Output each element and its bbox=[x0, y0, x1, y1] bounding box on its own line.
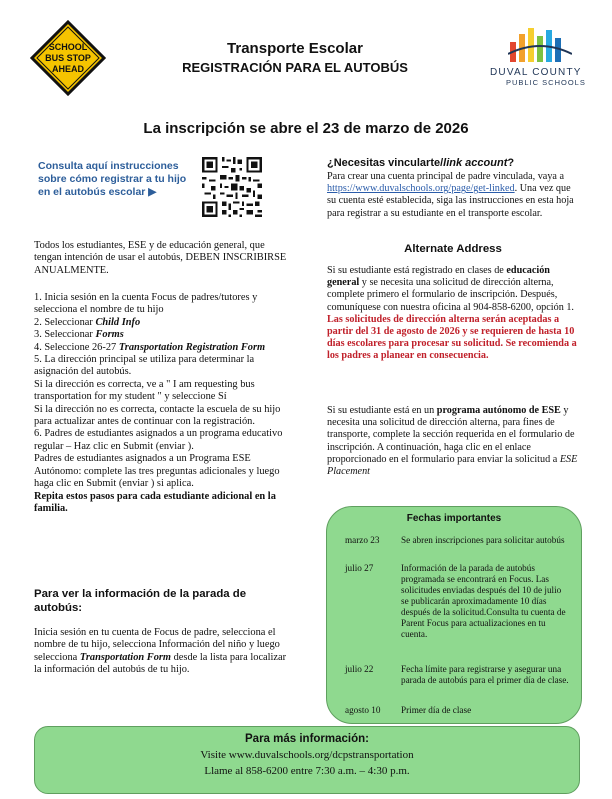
date-label: marzo 23 bbox=[345, 535, 380, 545]
school-bus-stop-sign bbox=[30, 20, 106, 96]
logo-line-1: DUVAL COUNTY bbox=[490, 67, 582, 78]
alternate-general bbox=[327, 265, 579, 314]
repeat-note: Repita estos pasos para cada estudiante adicional en la familia. bbox=[34, 490, 276, 514]
bus-stop-info-text-end: desde la lista para localizar la información del autobús de tu hijo. bbox=[34, 651, 287, 676]
important-dates-title: Fechas importantes bbox=[406, 513, 502, 524]
link-heading-text: ¿Necesitas vincularte/ bbox=[327, 157, 444, 169]
step-2-text: 2. Seleccionar bbox=[34, 316, 96, 328]
alternate-general-text: Si su estudiante está registrado en clases de bbox=[327, 265, 507, 276]
intro-text: Todos los estudiantes, ESE y de educación general, que tengan intención de usar el autobús, DEBEN INSCRIBIRSE ANUALMENTE. bbox=[34, 240, 287, 276]
link-account-body bbox=[327, 171, 579, 220]
date-label: julio 27 bbox=[345, 563, 374, 573]
step-5-incorrect: Si la dirección no es correcta, contacte la escuela de su hijo para actualizar antes de continuar con la registración. bbox=[34, 403, 281, 428]
step-5: 5. La dirección principal se utiliza para determinar la asignación del autobús. bbox=[34, 354, 255, 378]
bus-stop-info-text: Inicia sesión en tu cuenta de Focus de padre, selecciona el nombre de tu hijo, selecciona Información del niño y luego selecciona bbox=[34, 627, 280, 663]
bus-stop-sign-icon bbox=[30, 20, 106, 96]
date-description: Primer día de clase bbox=[401, 705, 472, 715]
more-info-panel bbox=[34, 726, 580, 794]
date-description: Información de la parada de autobús programada se encontrará en Focus. Las solicitudes enviadas después del 10 de julio se publicarán aproximadamente 10 días después de la solicitud.Consulta tu cuenta de Parent Focus para actualizaciones en tu cuenta. bbox=[401, 563, 566, 639]
step-2 bbox=[34, 317, 292, 329]
qr-code[interactable] bbox=[200, 155, 264, 219]
important-dates-panel bbox=[326, 506, 582, 724]
bus-stop-info-emphasis: Transportation Form bbox=[79, 651, 172, 663]
more-info-website[interactable]: Visite www.duvalschools.org/dcpstransportation bbox=[200, 749, 414, 761]
date-row bbox=[345, 664, 570, 686]
step-3-text: 3. Seleccionar bbox=[34, 329, 96, 341]
ese-text-mid: y necesita una solicitud de dirección alterna, para fines de transporte, complete la sección requerida en el formulario de inscripción. A continuación, haga clic en el enlace proporcionado en el formulario para enviar la solicitud a bbox=[327, 405, 575, 465]
step-4 bbox=[34, 342, 292, 354]
date-row bbox=[345, 563, 570, 640]
bus-stop-info-body bbox=[34, 627, 292, 677]
sign-line-3: AHEAD bbox=[51, 64, 85, 74]
more-info-title: Para más información: bbox=[245, 733, 369, 745]
step-3 bbox=[34, 329, 292, 341]
registration-steps bbox=[34, 292, 292, 515]
alternate-address-body bbox=[327, 265, 579, 363]
logo-line-2: PUBLIC SCHOOLS bbox=[506, 78, 586, 87]
step-6: 6. Padres de estudiantes asignados a un programa educativo regular – Haz clic en Submit (enviar ). bbox=[34, 428, 283, 452]
link-body-text-end: . Una vez que su cuenta esté establecida, siga las instrucciones en esta hoja para registrar a su estudiante en el transporte escolar. bbox=[327, 183, 574, 219]
alternate-general-text-end: y se necesita una solicitud de dirección alterna, complete primero el formulario de inscripción. Después, comuníquese con nuestra oficina al 904-858-6200, opción 1. bbox=[327, 277, 574, 313]
alternate-address-heading: Alternate Address bbox=[404, 243, 502, 255]
date-label: julio 22 bbox=[345, 664, 374, 674]
ese-placement-emphasis: ESE Placement bbox=[327, 453, 578, 478]
step-1: 1. Inicia sesión en la cuenta Focus de padres/tutores y selecciona el nombre de tu hijo bbox=[34, 292, 258, 316]
link-body-text: Para crear una cuenta principal de padre vinculada, vaya a bbox=[327, 171, 565, 182]
date-row bbox=[345, 535, 570, 546]
qr-instructions-text: Consulta aquí instrucciones sobre cómo registrar a tu hijo en el autobús escolar bbox=[38, 160, 187, 198]
link-account-heading bbox=[327, 157, 579, 169]
step-3-emphasis: Forms bbox=[95, 329, 124, 341]
ese-text: Si su estudiante está en un bbox=[327, 405, 437, 416]
sign-line-2: BUS STOP bbox=[45, 53, 91, 63]
arrow-right-icon: ▶ bbox=[148, 186, 157, 198]
sign-line-1: SCHOOL bbox=[48, 42, 88, 52]
ese-alternate-body bbox=[327, 405, 579, 478]
step-4-text: 4. Seleccione 26-27 bbox=[34, 341, 119, 353]
link-heading-end: ? bbox=[507, 157, 515, 169]
qr-code-icon[interactable] bbox=[200, 155, 264, 219]
duval-logo bbox=[490, 26, 602, 87]
qr-instructions bbox=[38, 160, 188, 199]
date-row bbox=[345, 705, 570, 716]
step-2-emphasis: Child Info bbox=[95, 316, 141, 328]
alternate-deadline-warning: Las solicitudes de dirección alterna serán aceptadas a partir del 31 de agosto de 2026 y se requieren de hasta 10 días escolares para procesar su solicitud. Se recomienda a los padres a planear en consecuencia. bbox=[327, 313, 577, 362]
step-5-correct: Si la dirección es correcta, ve a " I am requesting bus transportation for my student " y seleccione Sí bbox=[34, 378, 255, 403]
more-info-phone: Llame al 858-6200 entre 7:30 a.m. – 4:30 p.m. bbox=[204, 765, 410, 777]
bus-stop-info-heading: Para ver la información de la parada de autobús: bbox=[34, 588, 247, 614]
step-4-emphasis: Transportation Registration Form bbox=[118, 341, 266, 353]
page-title: Transporte Escolar bbox=[227, 40, 363, 57]
get-linked-link[interactable]: https://www.duvalschools.org/page/get-linked bbox=[327, 183, 515, 195]
registration-open-date: La inscripción se abre el 23 de marzo de 2026 bbox=[143, 120, 469, 137]
date-label: agosto 10 bbox=[345, 705, 381, 715]
duval-logo-icon bbox=[508, 26, 572, 64]
page-subtitle: REGISTRACIÓN PARA EL AUTOBÚS bbox=[182, 60, 408, 75]
step-6-ese: Padres de estudiantes asignados a un Programa ESE Autónomo: complete las tres preguntas adicionales y luego haga clic en Submit (enviar ) si aplica. bbox=[34, 453, 280, 490]
date-description: Se abren inscripciones para solicitar autobús bbox=[401, 535, 565, 545]
date-description: Fecha límite para registrarse y asegurar una parada de autobús para el primer día de clase. bbox=[401, 664, 569, 685]
ese-bold: programa autónomo de ESE bbox=[436, 405, 561, 416]
link-heading-emphasis: link account bbox=[443, 157, 508, 169]
alternate-general-bold: educación general bbox=[327, 265, 550, 289]
